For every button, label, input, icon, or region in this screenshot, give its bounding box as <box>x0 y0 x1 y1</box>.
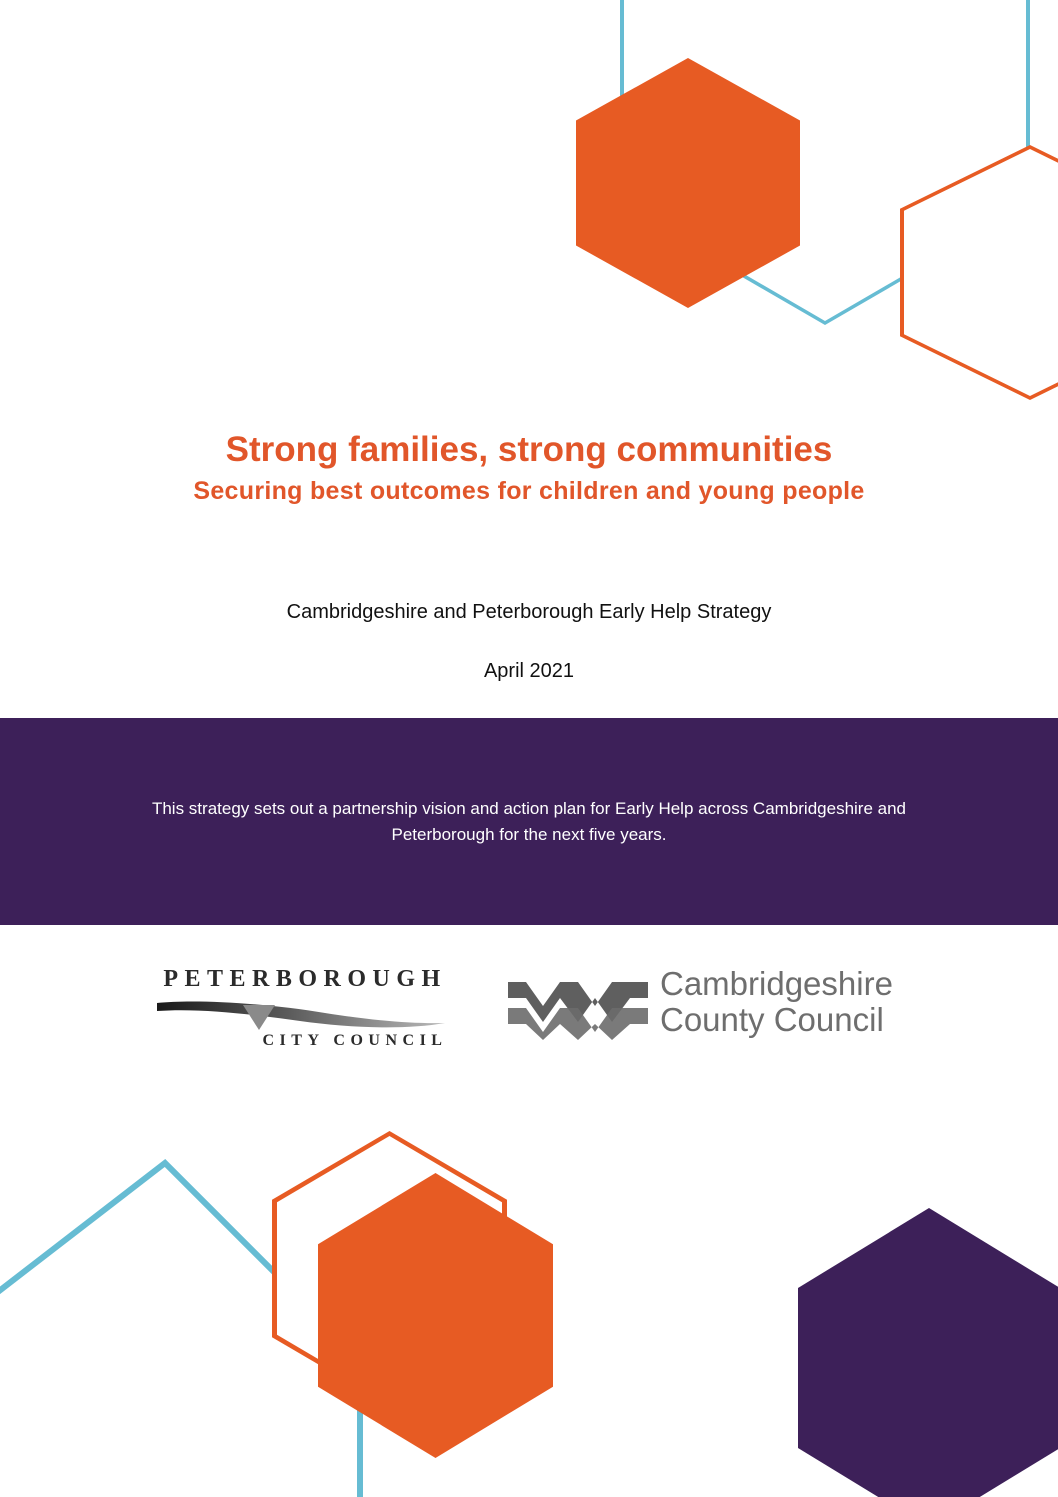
cambridgeshire-county-council-logo <box>508 965 928 1048</box>
page-subtitle: Securing best outcomes for children and young people <box>193 477 865 506</box>
bottom-decoration-group <box>0 1068 1058 1497</box>
cambridgeshire-logo-text <box>660 966 893 1037</box>
peterborough-swoosh-icon <box>155 997 447 1031</box>
peterborough-logo-top-text: PETERBOROUGH <box>163 966 447 992</box>
summary-band <box>0 718 1058 925</box>
logo-row <box>0 948 1058 1068</box>
cambridgeshire-logo-line1: Cambridgeshire <box>660 965 893 1002</box>
title-block <box>0 430 1058 684</box>
page-title: Strong families, strong communities <box>225 430 833 469</box>
strategy-name: Cambridgeshire and Peterborough Early Help Strategy <box>286 601 772 624</box>
peterborough-city-council-logo <box>155 966 455 1051</box>
cambridgeshire-logo-line2: County Council <box>660 1000 884 1038</box>
peterborough-logo-bottom-text: CITY COUNCIL <box>262 1032 448 1049</box>
publication-date: April 2021 <box>483 660 575 683</box>
orange-hexagon-outline <box>900 145 1058 400</box>
cambridgeshire-zigzag-icon <box>508 978 648 1045</box>
summary-text: This strategy sets out a partnership vision and action plan for Early Help across Cambridgeshire and Peterborough for the next five years. <box>151 799 907 844</box>
top-decoration-group <box>0 0 1058 420</box>
purple-hexagon-clipped-bottom <box>798 1208 1058 1497</box>
